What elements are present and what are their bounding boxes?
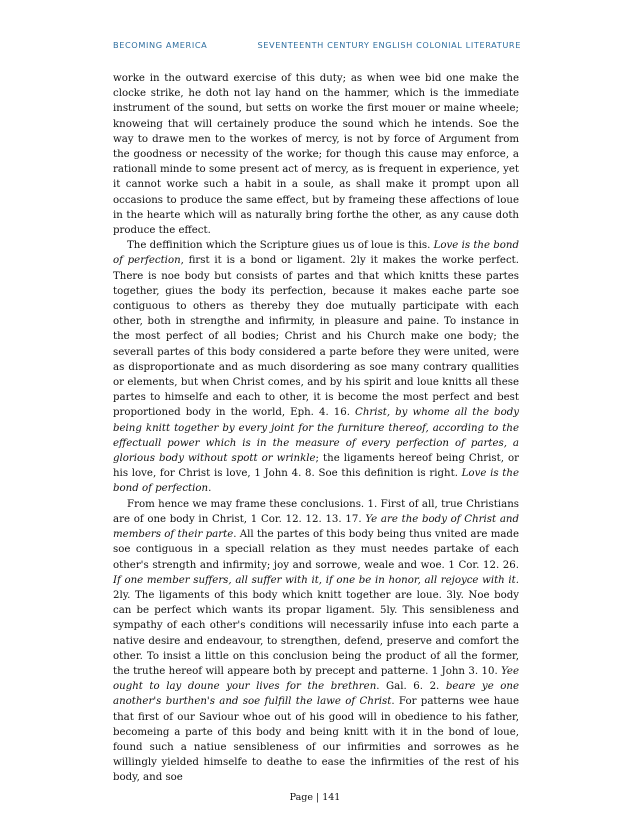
text-run: . For patterns wee haue that first of our Saviour whoe out of his good will in obedience to his father, becomeing a parte of this body and being knitt with it in the bond of loue, found such a natiue sensibleness of our infirmities and sorrowes as he willingly yielded himselfe to deathe to ease the infirmities of the rest of his body, and soe [113, 696, 519, 784]
header-book-title: BECOMING AMERICA [113, 40, 208, 50]
text-run: , first it is a bond or ligament. 2ly it makes the worke perfect. There is noe body but consists of partes and that which knitts these partes together, giues the body its perfection, because it makes eache parte soe contiguous to others as thereby they doe mutually participate with each other, both in strengthe and infirmity, in pleasure and paine. To instance in the most perfect of all bodies; Christ and his Church make one body; the severall partes of this body considered a parte before they were united, were as disproportionate and as much disordering as soe many contrary quallities or elements, but when Christ comes, and by his spirit and loue knitts all these partes to himselfe and each to other, it is become the most perfect and best proportioned body in the world, Eph. 4. 16. [113, 255, 519, 419]
italic-quotation: beare ye one another's burthen's and soe fulfill the lawe of Christ [113, 681, 519, 708]
text-run: The deffinition which the Scripture giues us of loue is this. [127, 240, 434, 252]
running-header [113, 40, 521, 50]
body-text [113, 71, 519, 786]
italic-quotation: Love is the bond of perfection. [113, 468, 519, 495]
paragraph [113, 238, 519, 496]
text-run: worke in the outward exercise of this duty; as when wee bid one make the clocke strike, he doth not lay hand on the hammer, which is the immediate instrument of the sound, but setts on worke the first mouer or maine wheele; knoweing that will certainely produce the sound which he intends. Soe the way to drawe men to the workes of mercy, is not by force of Argument from the goodness or necessity of the worke; for though this cause may enforce, a rationall minde to some present act of mercy, as is frequent in experience, yet it cannot worke such a habit in a soule, as shall make it prompt upon all occasions to produce the same effect, but by frameing these affections of loue in the hearte which will as naturally bring forthe the other, as any cause doth produce the effect. [113, 73, 519, 237]
italic-quotation: Yee ought to lay doune your lives for the brethren [113, 665, 519, 693]
text-run: ; the ligaments hereof being Christ, or his love, for Christ is love, 1 John 4. 8. Soe this definition is right. [113, 453, 520, 480]
page-number: Page | 141 [289, 792, 341, 803]
text-run: . All the partes of this body being thus vnited are made soe contiguous in a speciall relation as they must needes partake of each other's strength and infirmity; joy and sorrowe, weale and woe. 1 Cor. 12. 26. [113, 529, 519, 571]
text-run: . Gal. 6. 2. [376, 681, 446, 693]
header-section-title: SEVENTEENTH CENTURY ENGLISH COLONIAL LITERATURE [257, 40, 521, 50]
italic-quotation: Love is the bond of perfection [113, 240, 519, 267]
italic-quotation: If one member suffers, all suffer with it, if one be in honor, all rejoyce with it. [113, 574, 519, 586]
text-run: 2ly. The ligaments of this body which knitt together are loue. 3ly. Noe body can be perfect which wants its propar ligament. 5ly. This sensibleness and sympathy of each other's conditions will necessarily infuse into each parte a native desire and endeavour, to strengthen, defend, preserve and comfort the other. To insist a little on this conclusion being the product of all the former, the truthe hereof will appeare both by precept and patterne. 1 John 3. 10. [113, 589, 519, 677]
italic-quotation: Ye are the body of Christ and members of their parte [113, 513, 519, 541]
page-footer [0, 792, 630, 803]
paragraph [113, 71, 519, 238]
paragraph [113, 497, 519, 786]
italic-quotation: Christ, by whome all the body being knitt together by every joint for the furniture thereof, according to the effectuall power which is in the measure of every perfection of partes, a glorious body without spott or wrinkle [113, 407, 519, 465]
text-run: From hence we may frame these conclusions. 1. First of all, true Christians are of one body in Christ, 1 Cor. 12. 12. 13. 17. [113, 498, 519, 525]
